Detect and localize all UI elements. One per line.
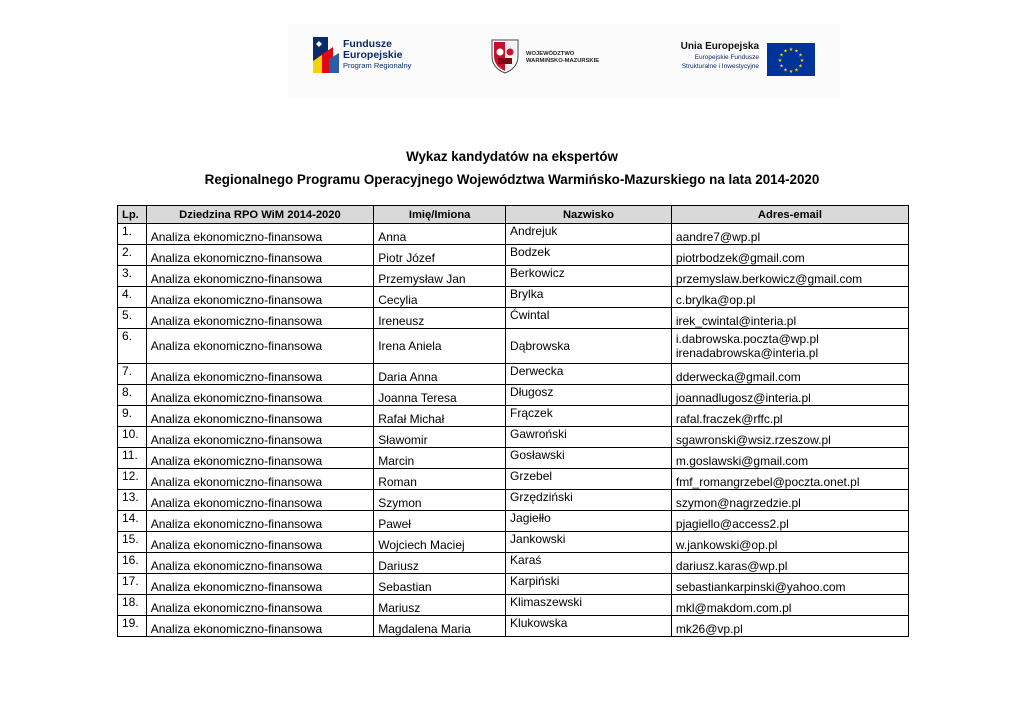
email-text: aandre7@wp.pl (675, 230, 761, 244)
unia-line2: Europejskie Fundusze (694, 54, 759, 61)
table-row (118, 595, 909, 616)
cell-nazwisko: Jagiełło (506, 511, 672, 532)
cell-email (671, 287, 908, 308)
fundusze-line3: Program Regionalny (343, 61, 412, 71)
cell-imie: Szymon (374, 490, 506, 511)
cell-imie: Marcin (374, 448, 506, 469)
cell-dziedzina: Analiza ekonomiczno-finansowa (146, 245, 374, 266)
table-row (118, 553, 909, 574)
logo-banner (288, 24, 840, 98)
table-row (118, 469, 909, 490)
experts-table (117, 205, 909, 637)
table-row (118, 245, 909, 266)
eu-flag-icon (767, 43, 815, 76)
cell-imie: Mariusz (374, 595, 506, 616)
cell-dziedzina: Analiza ekonomiczno-finansowa (146, 616, 374, 637)
email-text: w.jankowski@op.pl (675, 538, 778, 552)
table-row (118, 364, 909, 385)
cell-lp: 6. (118, 329, 147, 364)
cell-nazwisko: Karpiński (506, 574, 672, 595)
cell-dziedzina: Analiza ekonomiczno-finansowa (146, 224, 374, 245)
email-text: sebastiankarpinski@yahoo.com (675, 580, 846, 594)
header-dziedzina: Dziedzina RPO WiM 2014-2020 (146, 206, 374, 224)
title-line2: Regionalnego Programu Operacyjnego Województwa Warmińsko-Mazurskiego na lata 2014-2020 (204, 172, 820, 187)
cell-lp: 10. (118, 427, 147, 448)
cell-email (671, 616, 908, 637)
svg-text:★: ★ (798, 52, 803, 59)
cell-imie: Anna (374, 224, 506, 245)
cell-email (671, 490, 908, 511)
cell-dziedzina: Analiza ekonomiczno-finansowa (146, 329, 374, 364)
cell-imie: Paweł (374, 511, 506, 532)
email-text: dderwecka@gmail.com (675, 370, 801, 384)
email-text: przemyslaw.berkowicz@gmail.com (675, 272, 863, 286)
cell-email (671, 574, 908, 595)
unia-line3: Strukturalne i Inwestycyjne (681, 63, 759, 71)
unia-europejska-logo (668, 41, 818, 81)
table-row (118, 574, 909, 595)
cell-lp: 4. (118, 287, 147, 308)
fundusze-europejskie-logo (313, 35, 443, 81)
cell-lp: 3. (118, 266, 147, 287)
cell-dziedzina: Analiza ekonomiczno-finansowa (146, 308, 374, 329)
wojewodztwo-line2: WARMIŃSKO-MAZURSKIE (526, 57, 600, 64)
title-line1: Wykaz kandydatów na ekspertów (406, 149, 618, 164)
cell-imie: Ireneusz (374, 308, 506, 329)
cell-imie: Magdalena Maria (374, 616, 506, 637)
cell-nazwisko: Grzędziński (506, 490, 672, 511)
cell-dziedzina: Analiza ekonomiczno-finansowa (146, 469, 374, 490)
cell-nazwisko: Gosławski (506, 448, 672, 469)
cell-nazwisko: Karaś (506, 553, 672, 574)
cell-lp: 1. (118, 224, 147, 245)
cell-lp: 17. (118, 574, 147, 595)
cell-nazwisko: Dąbrowska (506, 329, 672, 364)
cell-lp: 7. (118, 364, 147, 385)
cell-lp: 2. (118, 245, 147, 266)
cell-dziedzina: Analiza ekonomiczno-finansowa (146, 532, 374, 553)
cell-email (671, 266, 908, 287)
cell-email (671, 385, 908, 406)
email-text-secondary: irenadabrowska@interia.pl (675, 346, 819, 360)
cell-dziedzina: Analiza ekonomiczno-finansowa (146, 364, 374, 385)
cell-imie: Przemysław Jan (374, 266, 506, 287)
svg-text:★: ★ (779, 52, 784, 59)
unia-title: Unia Europejska (680, 41, 759, 52)
email-text: mkl@makdom.com.pl (675, 601, 792, 615)
svg-text:★: ★ (783, 48, 788, 55)
cell-nazwisko: Derwecka (506, 364, 672, 385)
cell-lp: 19. (118, 616, 147, 637)
svg-text:★: ★ (798, 63, 803, 70)
cell-nazwisko: Długosz (506, 385, 672, 406)
table-body (118, 224, 909, 637)
svg-text:★: ★ (788, 69, 794, 75)
email-text: piotrbodzek@gmail.com (675, 251, 805, 265)
email-text: mk26@vp.pl (675, 622, 743, 636)
cell-email (671, 308, 908, 329)
cell-imie: Piotr Józef (374, 245, 506, 266)
table-row (118, 224, 909, 245)
cell-imie: Cecylia (374, 287, 506, 308)
cell-lp: 13. (118, 490, 147, 511)
fundusze-line2: Europejskie (343, 49, 403, 62)
table-row (118, 616, 909, 637)
svg-text:★: ★ (799, 58, 805, 64)
cell-imie: Sławomir (374, 427, 506, 448)
cell-lp: 8. (118, 385, 147, 406)
table-row (118, 308, 909, 329)
cell-email (671, 553, 908, 574)
cell-imie: Irena Aniela (374, 329, 506, 364)
email-text: c.brylka@op.pl (675, 293, 756, 307)
cell-nazwisko: Jankowski (506, 532, 672, 553)
table-row (118, 329, 909, 364)
cell-email (671, 469, 908, 490)
cell-dziedzina: Analiza ekonomiczno-finansowa (146, 490, 374, 511)
svg-text:★: ★ (794, 48, 799, 55)
cell-lp: 9. (118, 406, 147, 427)
cell-imie: Roman (374, 469, 506, 490)
fundusze-europejskie-emblem-icon (313, 35, 339, 75)
table-row (118, 511, 909, 532)
cell-email (671, 329, 908, 364)
svg-text:★: ★ (794, 67, 799, 74)
cell-lp: 14. (118, 511, 147, 532)
header-email: Adres-email (671, 206, 908, 224)
cell-dziedzina: Analiza ekonomiczno-finansowa (146, 553, 374, 574)
cell-lp: 18. (118, 595, 147, 616)
cell-imie: Daria Anna (374, 364, 506, 385)
email-text: joannadlugosz@interia.pl (675, 391, 811, 405)
cell-lp: 5. (118, 308, 147, 329)
cell-imie: Rafał Michał (374, 406, 506, 427)
cell-lp: 11. (118, 448, 147, 469)
cell-imie: Wojciech Maciej (374, 532, 506, 553)
cell-imie: Dariusz (374, 553, 506, 574)
email-text: irek_cwintal@interia.pl (675, 314, 797, 328)
cell-nazwisko: Grzebel (506, 469, 672, 490)
cell-email (671, 224, 908, 245)
cell-nazwisko: Ćwintal (506, 308, 672, 329)
header-imie: Imię/Imiona (374, 206, 506, 224)
cell-email (671, 427, 908, 448)
cell-nazwisko: Klimaszewski (506, 595, 672, 616)
table-row (118, 532, 909, 553)
cell-lp: 15. (118, 532, 147, 553)
cell-nazwisko: Gawroński (506, 427, 672, 448)
svg-text:★: ★ (777, 58, 783, 64)
cell-nazwisko: Andrejuk (506, 224, 672, 245)
table-row (118, 448, 909, 469)
email-text: sgawronski@wsiz.rzeszow.pl (675, 433, 831, 447)
cell-email (671, 245, 908, 266)
cell-email (671, 364, 908, 385)
email-text: fmf_romangrzebel@poczta.onet.pl (675, 475, 860, 489)
svg-text:★: ★ (779, 63, 784, 70)
cell-email (671, 511, 908, 532)
cell-dziedzina: Analiza ekonomiczno-finansowa (146, 266, 374, 287)
cell-email (671, 595, 908, 616)
cell-dziedzina: Analiza ekonomiczno-finansowa (146, 574, 374, 595)
cell-email (671, 532, 908, 553)
table-row (118, 427, 909, 448)
cell-nazwisko: Bodzek (506, 245, 672, 266)
cell-email (671, 406, 908, 427)
cell-imie: Joanna Teresa (374, 385, 506, 406)
email-text: dariusz.karas@wp.pl (675, 559, 788, 573)
cell-lp: 12. (118, 469, 147, 490)
cell-nazwisko: Berkowicz (506, 266, 672, 287)
table-row (118, 287, 909, 308)
coat-of-arms-icon (490, 38, 520, 74)
cell-dziedzina: Analiza ekonomiczno-finansowa (146, 448, 374, 469)
table-row (118, 406, 909, 427)
document-title (0, 145, 1024, 191)
table-row (118, 266, 909, 287)
cell-dziedzina: Analiza ekonomiczno-finansowa (146, 287, 374, 308)
header-nazwisko: Nazwisko (506, 206, 672, 224)
table-row (118, 385, 909, 406)
cell-dziedzina: Analiza ekonomiczno-finansowa (146, 511, 374, 532)
cell-dziedzina: Analiza ekonomiczno-finansowa (146, 385, 374, 406)
table-header-row (118, 206, 909, 224)
cell-lp: 16. (118, 553, 147, 574)
svg-text:★: ★ (788, 47, 794, 53)
email-text: i.dabrowska.poczta@wp.pl (675, 332, 819, 346)
svg-text:★: ★ (783, 67, 788, 74)
fundusze-line1: Fundusze (343, 38, 392, 50)
email-text: pjagiello@access2.pl (675, 517, 789, 531)
cell-nazwisko: Klukowska (506, 616, 672, 637)
wojewodztwo-logo (490, 38, 610, 78)
table-row (118, 490, 909, 511)
cell-nazwisko: Frączek (506, 406, 672, 427)
cell-nazwisko: Brylka (506, 287, 672, 308)
header-lp: Lp. (118, 206, 147, 224)
email-text: rafal.fraczek@rffc.pl (675, 412, 783, 426)
cell-dziedzina: Analiza ekonomiczno-finansowa (146, 595, 374, 616)
cell-dziedzina: Analiza ekonomiczno-finansowa (146, 406, 374, 427)
cell-dziedzina: Analiza ekonomiczno-finansowa (146, 427, 374, 448)
email-text: m.goslawski@gmail.com (675, 454, 809, 468)
cell-email (671, 448, 908, 469)
email-text: szymon@nagrzedzie.pl (675, 496, 801, 510)
cell-imie: Sebastian (374, 574, 506, 595)
wojewodztwo-line1: WOJEWÓDZTWO (526, 51, 575, 57)
